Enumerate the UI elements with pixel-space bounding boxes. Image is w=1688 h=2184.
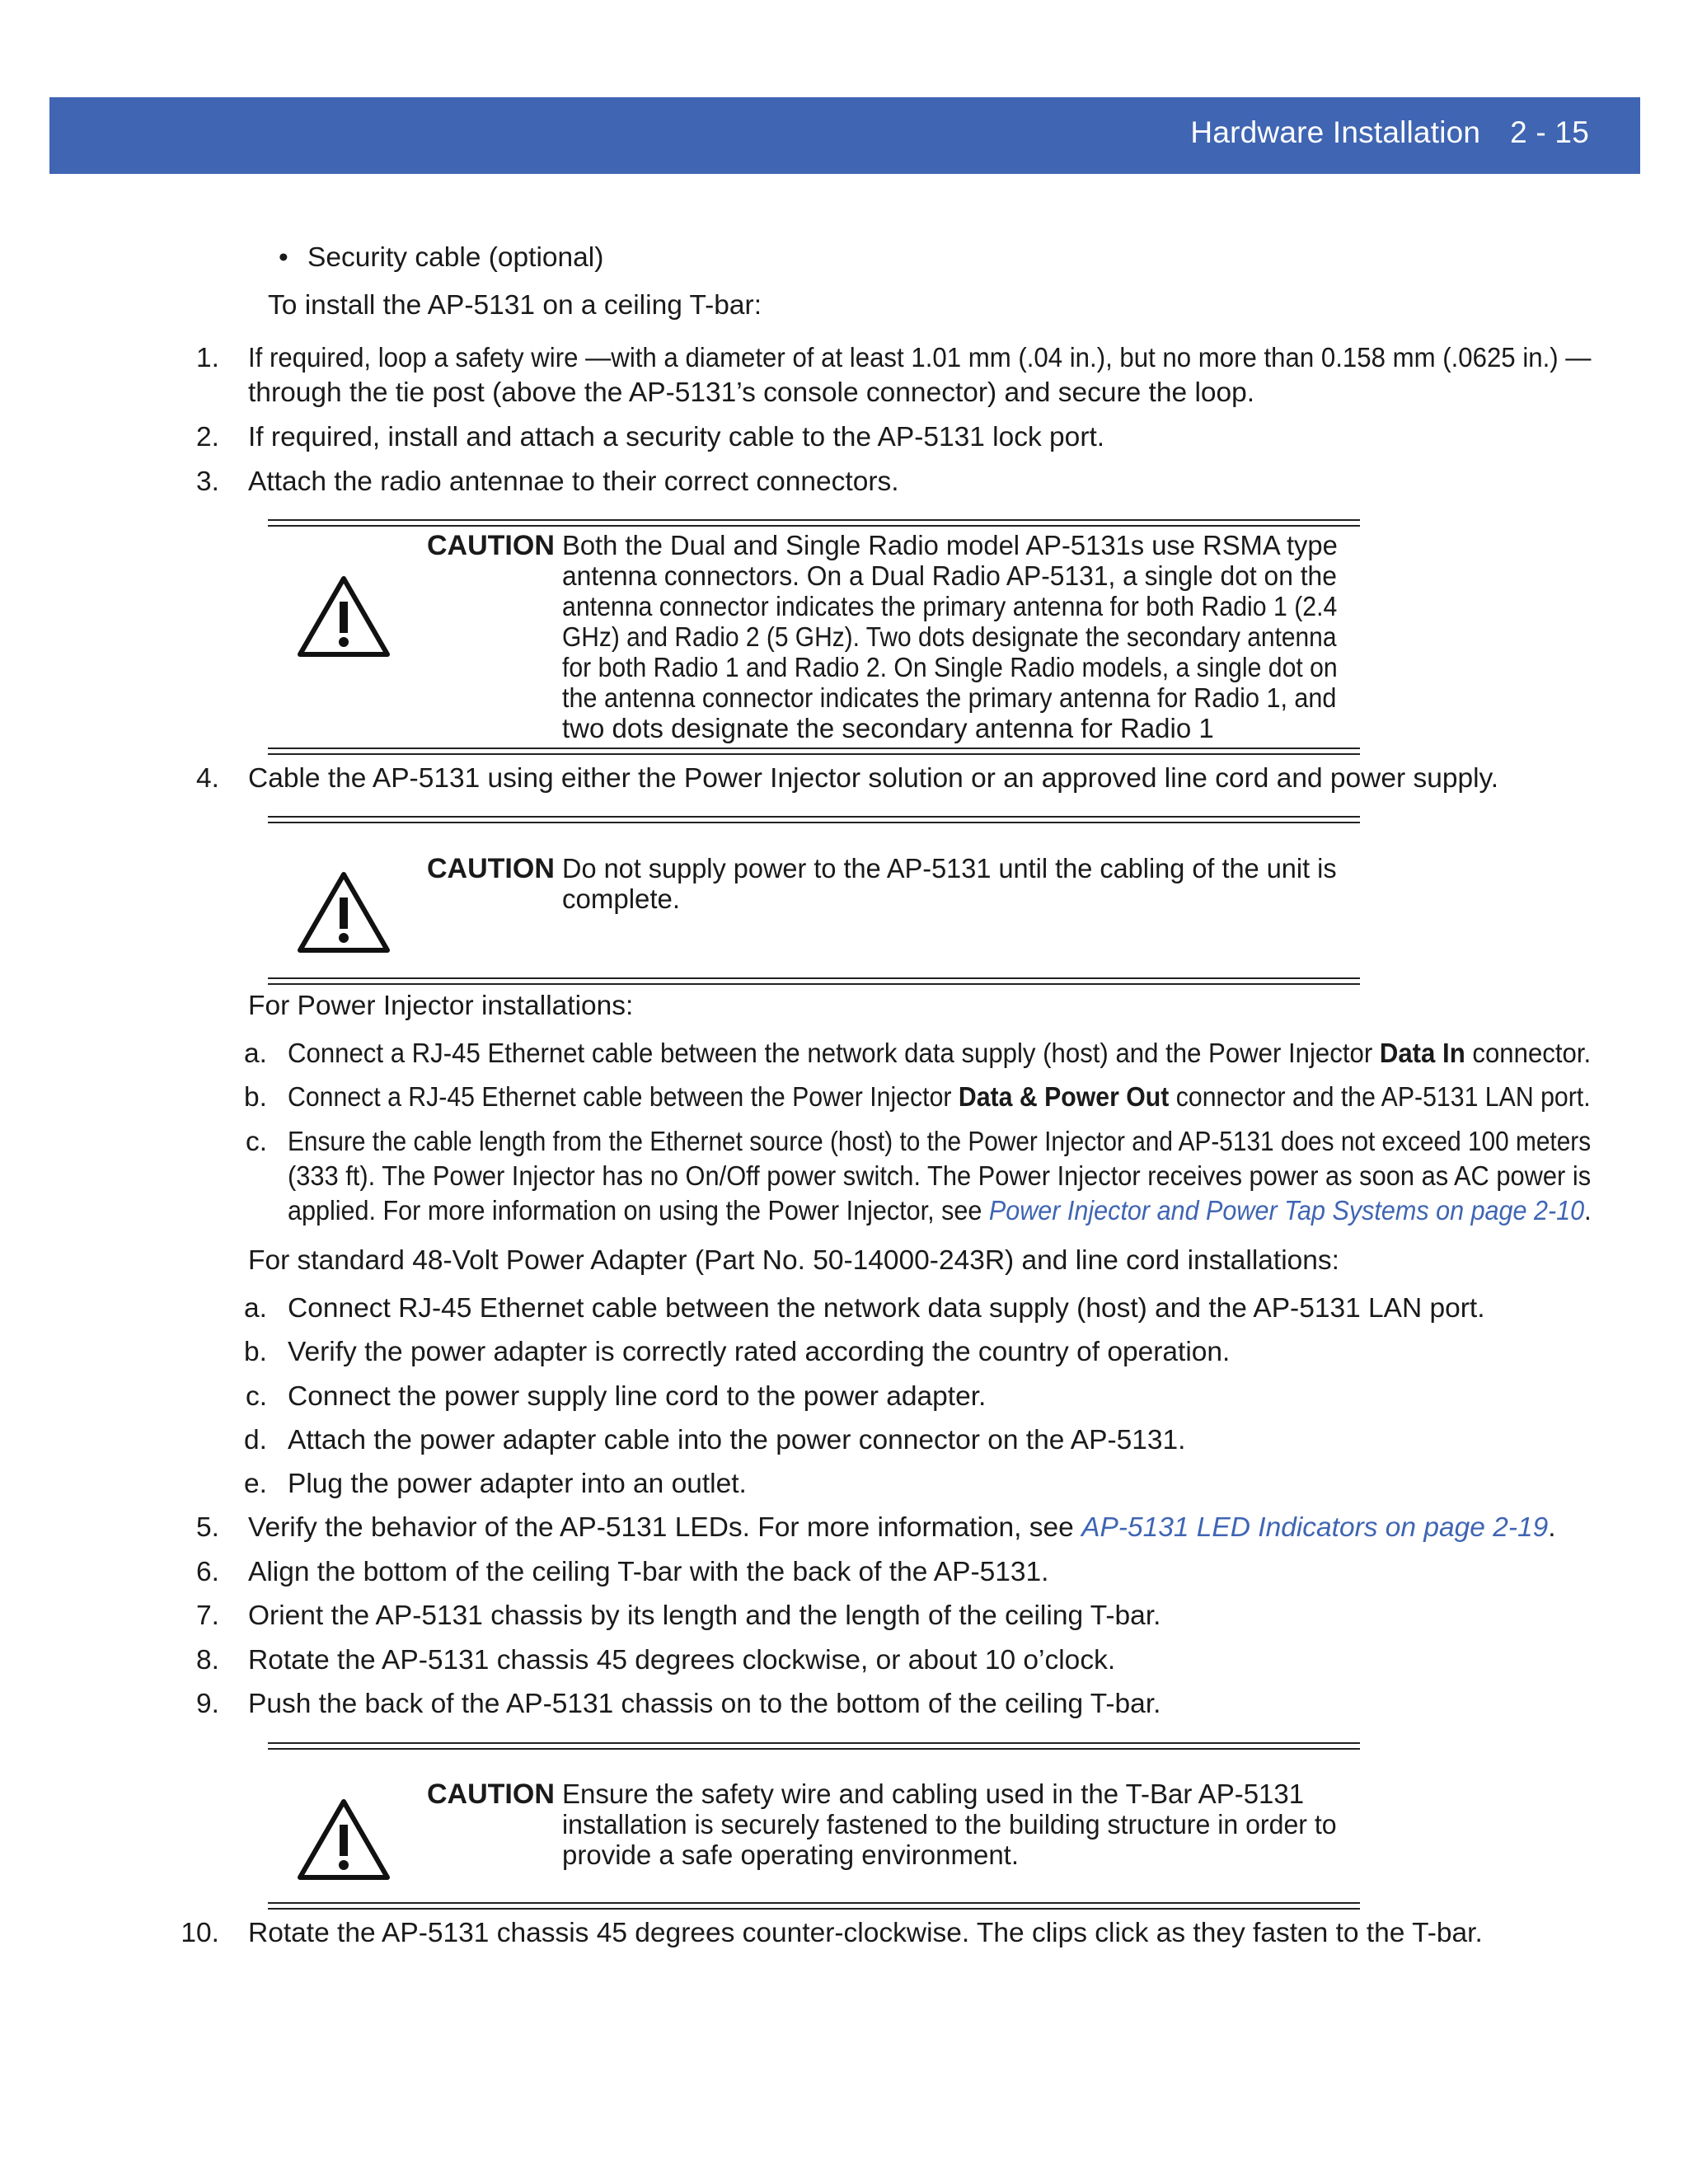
step-10-text: Rotate the AP-5131 chassis 45 degrees counter-clockwise. The clips click as they fasten to the T-bar. — [248, 1918, 1483, 1948]
text-run: connector and the AP-5131 LAN port. — [1169, 1082, 1591, 1113]
substep-letter: b. — [244, 1337, 267, 1367]
caution-label: CAUTION — [427, 1779, 555, 1810]
step-5-text — [248, 1511, 1556, 1545]
step-number: 10. — [181, 1918, 219, 1948]
adapter-heading: For standard 48-Volt Power Adapter (Part No. 50-14000-243R) and line cord installations: — [248, 1245, 1339, 1276]
step-1-line-2: through the tie post (above the AP-5131’s console connector) and secure the loop. — [248, 377, 1255, 408]
header-text — [1190, 115, 1589, 150]
step-number: 2. — [196, 422, 219, 452]
text-run: connector. — [1465, 1038, 1592, 1069]
step-9-text: Push the back of the AP-5131 chassis on to the bottom of the ceiling T-bar. — [248, 1689, 1161, 1719]
pi-substep-c-line-2: (333 ft). The Power Injector has no On/Off power switch. The Power Injector receives power as soon as AC power is — [288, 1161, 1592, 1192]
substep-letter: a. — [244, 1293, 267, 1324]
caution-line: GHz) and Radio 2 (5 GHz). Two dots designate the secondary antenna — [562, 621, 1337, 652]
data-power-out-keyword: Data & Power Out — [958, 1082, 1170, 1113]
caution-line: Both the Dual and Single Radio model AP-5131s use RSMA type — [562, 530, 1338, 560]
step-2-text: If required, install and attach a security cable to the AP-5131 lock port. — [248, 422, 1105, 452]
caution-rule-bottom — [268, 977, 1360, 985]
step-number: 7. — [196, 1601, 219, 1631]
caution-rule-top — [268, 1742, 1360, 1750]
step-4-text: Cable the AP-5131 using either the Power Injector solution or an approved line cord and power supply. — [248, 763, 1499, 794]
substep-letter: d. — [244, 1425, 267, 1455]
bullet-text: Security cable (optional) — [307, 242, 604, 273]
step-number: 3. — [196, 466, 219, 497]
adapter-substep-d: Attach the power adapter cable into the power connector on the AP-5131. — [288, 1425, 1186, 1455]
caution-text-3 — [562, 1779, 1337, 1870]
warning-triangle-icon — [295, 1797, 392, 1882]
step-number: 6. — [196, 1557, 219, 1587]
power-injector-heading: For Power Injector installations: — [248, 991, 634, 1021]
data-in-keyword: Data In — [1379, 1038, 1465, 1069]
adapter-substep-a: Connect RJ-45 Ethernet cable between the network data supply (host) and the AP-5131 LAN port. — [288, 1293, 1485, 1324]
step-1-line-1: If required, loop a safety wire —with a diameter of at least 1.01 mm (.04 in.), but no more than 0.158 mm (.0625 in.) — — [248, 343, 1592, 373]
caution-label: CAUTION — [427, 530, 555, 561]
text-run: Connect a RJ-45 Ethernet cable between the Power Injector — [288, 1082, 959, 1113]
text-run: Connect a RJ-45 Ethernet cable between the network data supply (host) and the Power Injector — [288, 1038, 1380, 1069]
page-number: 2 - 15 — [1510, 115, 1589, 149]
step-number: 4. — [196, 763, 219, 794]
caution-line: the antenna connector indicates the primary antenna for Radio 1, and — [562, 682, 1337, 713]
caution-label: CAUTION — [427, 853, 555, 884]
step-6-text: Align the bottom of the ceiling T-bar with the back of the AP-5131. — [248, 1557, 1049, 1587]
caution-text-2 — [562, 853, 1337, 914]
warning-triangle-icon — [295, 574, 392, 659]
caution-rule-bottom — [268, 748, 1360, 755]
text-run: applied. For more information on using the Power Injector, see — [288, 1196, 989, 1226]
power-injector-link[interactable]: Power Injector and Power Tap Systems on page 2-10 — [988, 1196, 1585, 1226]
text-run: . — [1548, 1512, 1556, 1543]
step-number: 5. — [196, 1512, 219, 1543]
pi-substep-b — [288, 1080, 1591, 1115]
adapter-substep-c: Connect the power supply line cord to the power adapter. — [288, 1381, 987, 1412]
substep-letter: e. — [244, 1469, 267, 1499]
caution-line: two dots designate the secondary antenna for Radio 1 — [562, 713, 1214, 743]
adapter-substep-e: Plug the power adapter into an outlet. — [288, 1469, 747, 1499]
step-7-text: Orient the AP-5131 chassis by its length and the length of the ceiling T-bar. — [248, 1601, 1161, 1631]
substep-letter: c. — [245, 1381, 267, 1412]
step-3-text: Attach the radio antennae to their correct connectors. — [248, 466, 899, 497]
text-run: Verify the behavior of the AP-5131 LEDs. For more information, see — [248, 1512, 1082, 1543]
caution-text-1 — [562, 530, 1337, 743]
led-indicators-link[interactable]: AP-5131 LED Indicators on page 2-19 — [1081, 1512, 1549, 1543]
substep-letter: a. — [244, 1038, 267, 1069]
caution-line: installation is securely fastened to the building structure in order to — [562, 1809, 1337, 1840]
substep-letter: b. — [244, 1082, 267, 1113]
caution-line: Ensure the safety wire and cabling used in the T-Bar AP-5131 — [562, 1779, 1305, 1809]
caution-line: provide a safe operating environment. — [562, 1840, 1020, 1870]
caution-rule-top — [268, 519, 1360, 527]
pi-substep-a — [288, 1037, 1591, 1071]
step-8-text: Rotate the AP-5131 chassis 45 degrees clockwise, or about 10 o’clock. — [248, 1645, 1116, 1675]
caution-line: antenna connectors. On a Dual Radio AP-5131, a single dot on the — [562, 560, 1337, 591]
text-run: . — [1584, 1196, 1592, 1226]
pi-substep-c-line-1: Ensure the cable length from the Ethernet source (host) to the Power Injector and AP-5131 does not exceed 100 meters — [288, 1127, 1592, 1157]
page-header — [49, 97, 1640, 174]
substep-letter: c. — [245, 1127, 267, 1157]
adapter-substep-b: Verify the power adapter is correctly rated according the country of operation. — [288, 1337, 1231, 1367]
caution-line: Do not supply power to the AP-5131 until the cabling of the unit is — [562, 853, 1337, 883]
bullet-icon: • — [279, 242, 288, 273]
caution-rule-top — [268, 816, 1360, 823]
step-number: 9. — [196, 1689, 219, 1719]
caution-line: for both Radio 1 and Radio 2. On Single Radio models, a single dot on — [562, 652, 1338, 682]
caution-line: complete. — [562, 883, 681, 914]
intro-lead: To install the AP-5131 on a ceiling T-bar: — [268, 290, 762, 321]
pi-substep-c-line-3 — [288, 1194, 1592, 1229]
step-number: 8. — [196, 1645, 219, 1675]
section-title: Hardware Installation — [1190, 115, 1481, 149]
step-number: 1. — [196, 343, 219, 373]
caution-rule-bottom — [268, 1902, 1360, 1910]
caution-line: antenna connector indicates the primary antenna for both Radio 1 (2.4 — [562, 591, 1338, 621]
warning-triangle-icon — [295, 869, 392, 955]
